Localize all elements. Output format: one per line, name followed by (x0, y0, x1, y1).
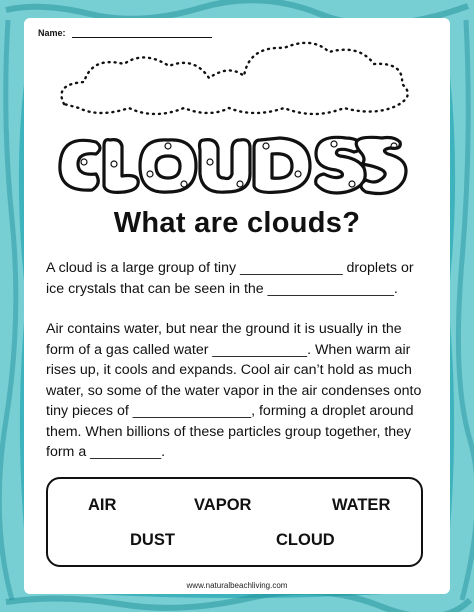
word-bank (46, 477, 423, 567)
word-air: AIR (88, 496, 117, 514)
word-cloud: CLOUD (276, 531, 335, 549)
footer-url: www.naturalbeachliving.com (186, 581, 288, 590)
word-water: WATER (332, 496, 391, 514)
paragraph-cloud-definition: A cloud is a large group of tiny _____________ droplets or ice crystals that can be seen in the ________________. (46, 260, 414, 297)
page-title: What are clouds? (113, 207, 361, 239)
clouds-illustration (44, 34, 424, 209)
dotted-cloud-outline (62, 43, 408, 114)
word-vapor: VAPOR (194, 496, 252, 514)
paragraph-cloud-formation: Air contains water, but near the ground it is usually in the form of a gas called water ____________. When warm air rises up, it cools and expands. Cool air can’t hold as much water, so some of the water vapor in the air condenses onto tiny pieces of _______________, forming a droplet around them. When billions of these particles group together, they form a _________. (46, 321, 422, 460)
name-label: Name: (38, 28, 66, 38)
word-dust: DUST (130, 531, 175, 549)
